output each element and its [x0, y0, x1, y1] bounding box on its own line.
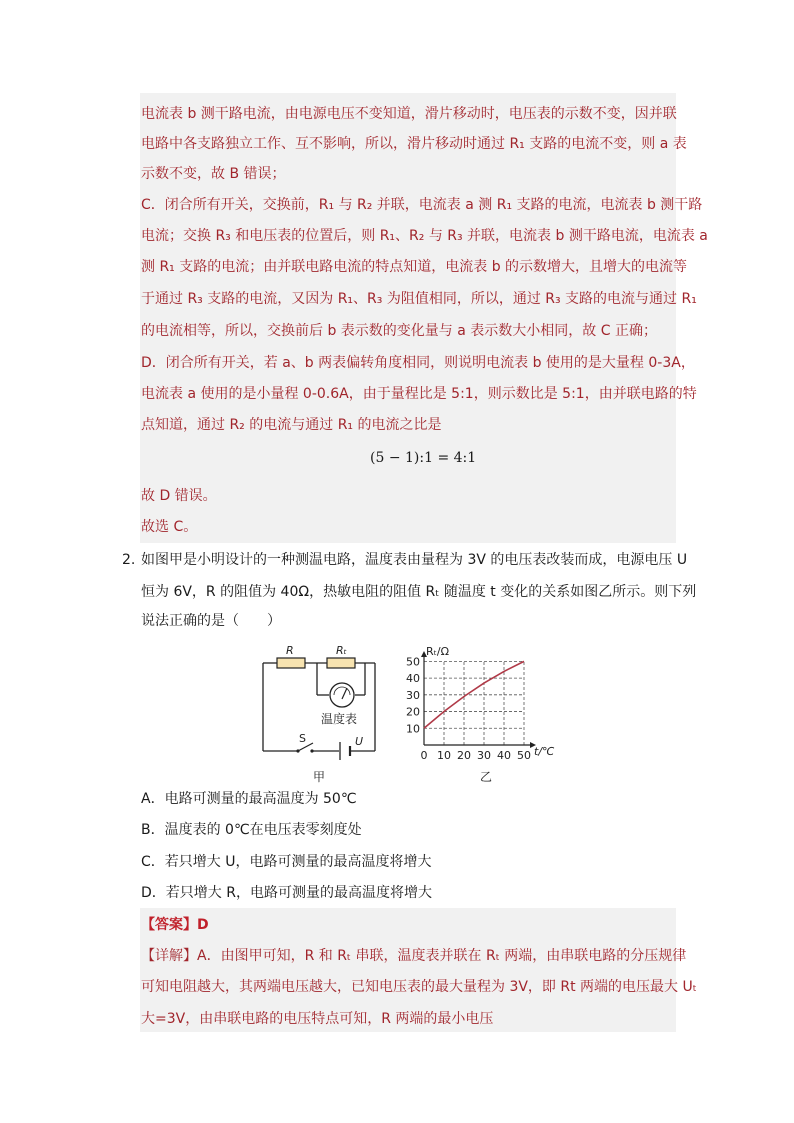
graph-ticks — [406, 655, 531, 762]
option-d: D．若只增大 R，电路可测量的最高温度将增大 — [141, 885, 432, 901]
solution-line: C．闭合所有开关，交换前，R₁ 与 R₂ 并联，电流表 a 测 R₁ 支路的电流，电流表 b 测干路 — [141, 197, 703, 213]
question-line: 说法正确的是（ ） — [141, 613, 281, 629]
option-b: B．温度表的 0℃在电压表零刻度处 — [141, 822, 362, 838]
solution-line: 于通过 R₃ 支路的电流，又因为 R₁、R₃ 为阻值相同，所以，通过 R₃ 支路的电流与通过 R₁ — [141, 291, 697, 307]
graph-ylabel: Rₜ/Ω — [426, 645, 449, 658]
x-tick-label: 40 — [497, 749, 511, 762]
conclusion-line: 故 D 错误。 — [141, 488, 217, 504]
graph-caption: 乙 — [480, 770, 493, 784]
thermistor-rt — [327, 658, 355, 668]
solution-line: 电流；交换 R₃ 和电压表的位置后，则 R₁、R₂ 与 R₃ 并联，电流表 b 测干路电流，电流表 a — [141, 228, 708, 244]
solution-line: D．闭合所有开关，若 a、b 两表偏转角度相同，则说明电流表 b 使用的是大量程 0-3A， — [141, 355, 695, 371]
x-tick-label: 20 — [457, 749, 471, 762]
graph-axes — [421, 651, 536, 748]
y-tick-label: 50 — [406, 655, 420, 669]
conclusion-line: 故选 C。 — [141, 519, 198, 535]
solution-panel — [140, 93, 676, 543]
label-r: R — [286, 645, 294, 657]
circuit-caption: 甲 — [313, 770, 326, 784]
question-line: 如图甲是小明设计的一种测温电路，温度表由量程为 3V 的电压表改装而成，电源电压 U — [141, 552, 688, 568]
y-tick-label: 40 — [406, 672, 420, 686]
detail-line: 可知电阻越大，其两端电压越大，已知电压表的最大量程为 3V，即 Rt 两端的电压最大 Uₜ — [141, 979, 697, 995]
x-tick-label: 10 — [437, 749, 451, 762]
solution-line: 示数不变，故 B 错误； — [141, 166, 286, 182]
label-s: S — [299, 732, 306, 745]
x-tick-label: 50 — [517, 749, 531, 762]
resistor-r — [277, 658, 305, 668]
solution-line: 电流表 a 使用的是小量程 0-0.6A，由于量程比是 5:1，则示数比是 5:1，由并联电路的特 — [141, 386, 697, 402]
circuit-diagram — [255, 645, 390, 785]
question-number: 2. — [122, 552, 136, 568]
solution-line: 点知道，通过 R₂ 的电流与通过 R₁ 的电流之比是 — [141, 417, 442, 433]
x-tick-label: 30 — [477, 749, 491, 762]
y-tick-label: 20 — [406, 705, 420, 719]
label-u: U — [355, 735, 364, 748]
solution-line: 电路中各支路独立工作、互不影响，所以，滑片移动时通过 R₁ 支路的电流不变，则 a 表 — [141, 136, 687, 152]
rt-temperature-graph — [402, 645, 562, 785]
y-tick-label: 30 — [406, 688, 420, 702]
detail-line: 【详解】A．由图甲可知，R 和 Rₜ 串联，温度表并联在 Rₜ 两端，由串联电路的分压规律 — [141, 948, 687, 964]
graph-xlabel: t/℃ — [534, 745, 555, 758]
solution-line: 的电流相等，所以，交换前后 b 表示数的变化量与 a 表示数大小相同，故 C 正确； — [141, 323, 657, 339]
formula: (5 − 1):1 = 4:1 — [370, 450, 477, 466]
x-tick-label: 0 — [420, 749, 428, 762]
graph-grid — [424, 661, 524, 745]
battery-icon — [340, 742, 350, 760]
label-rt: Rₜ — [336, 645, 347, 657]
question-line: 恒为 6V，R 的阻值为 40Ω，热敏电阻的阻值 Rₜ 随温度 t 变化的关系如图乙所示。则下列 — [141, 584, 697, 600]
option-a: A．电路可测量的最高温度为 50℃ — [141, 791, 357, 807]
option-c: C．若只增大 U，电路可测量的最高温度将增大 — [141, 854, 432, 870]
meter-label: 温度表 — [321, 712, 358, 726]
solution-line: 测 R₁ 支路的电流；由并联电路电流的特点知道，电流表 b 的示数增大，且增大的电流等 — [141, 259, 688, 275]
solution-line: 电流表 b 测干路电流，由电源电压不变知道，滑片移动时，电压表的示数不变，因并联 — [141, 106, 677, 122]
answer-line: 【答案】D — [141, 917, 209, 933]
detail-line: 大=3V，由串联电路的电压特点可知，R 两端的最小电压 — [141, 1011, 494, 1027]
y-tick-label: 10 — [406, 722, 420, 736]
